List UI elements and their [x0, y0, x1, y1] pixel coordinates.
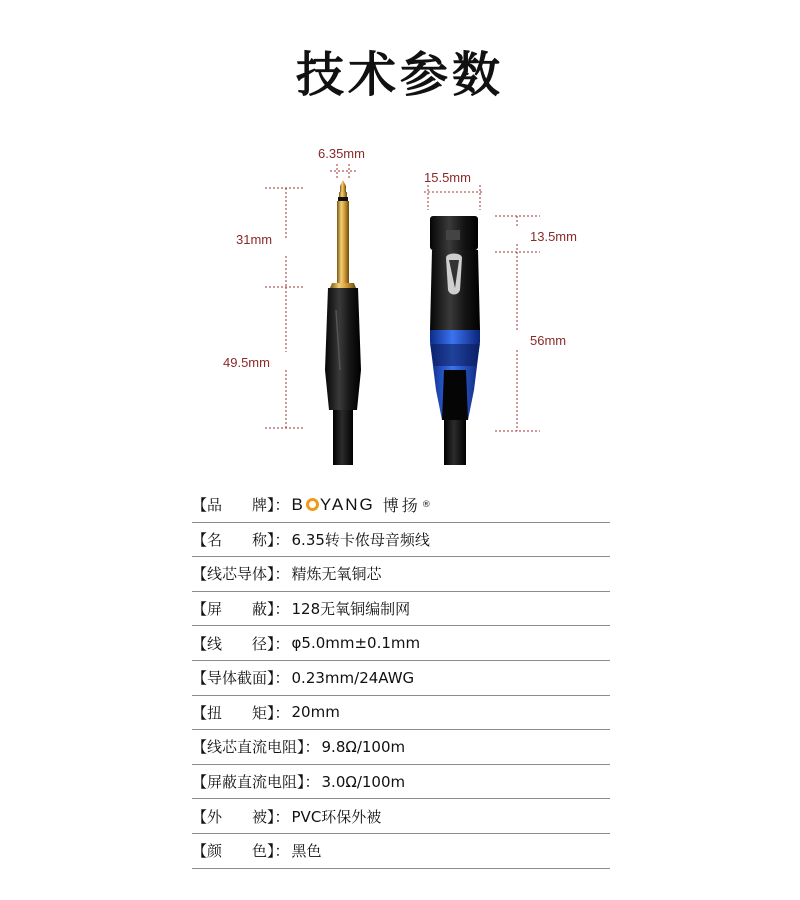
spec-value: φ5.0mm±0.1mm — [291, 634, 421, 653]
xlr-connector-image — [430, 216, 480, 465]
spec-row-core-resistance — [192, 730, 610, 765]
spec-row-shield — [192, 592, 610, 627]
brand-logo: B YANG 博扬 ® — [291, 494, 431, 516]
spec-label: 【导体截面】： — [192, 669, 290, 688]
spec-row-cross-section — [192, 661, 610, 696]
dimension-lines — [265, 164, 540, 431]
spec-row-conductor — [192, 557, 610, 592]
product-dimension-diagram — [0, 130, 800, 470]
spec-label: 【屏 蔽】： — [192, 600, 290, 619]
spec-label: 【外 被】： — [192, 807, 290, 826]
jack-tip-length-label: 31mm — [236, 232, 273, 247]
spec-label: 【名 称】： — [192, 530, 290, 549]
spec-value: 9.8Ω/100m — [321, 737, 406, 756]
page-title: 技术参数 — [295, 47, 504, 103]
spec-row-twist — [192, 696, 610, 731]
spec-value: 黑色 — [291, 842, 322, 861]
spec-label: 【线芯导体】： — [192, 565, 290, 584]
spec-row-jacket — [192, 799, 610, 834]
spec-label: 【线 径】： — [192, 634, 290, 653]
spec-label: 【颜 色】： — [192, 842, 290, 861]
jack-tip-width-label: 6.35mm — [318, 146, 365, 161]
spec-value: 精炼无氧铜芯 — [291, 565, 382, 584]
spec-value: PVC环保外被 — [291, 807, 382, 826]
spec-label: 【线芯直流电阻】： — [192, 738, 320, 757]
jack-body-length-label: 49.5mm — [223, 355, 270, 370]
spec-table — [192, 488, 610, 869]
spec-label: 【扭 矩】： — [192, 703, 290, 722]
xlr-body-length-label: 56mm — [530, 333, 567, 348]
brand-logo-o-mark — [306, 498, 319, 511]
spec-label: 【屏蔽直流电阻】： — [192, 773, 320, 792]
spec-label: 【品 牌】： — [192, 496, 290, 515]
spec-row-shield-resistance — [192, 765, 610, 800]
spec-value: 128无氧铜编制网 — [291, 600, 411, 619]
xlr-width-label: 15.5mm — [424, 170, 471, 185]
spec-row-color — [192, 834, 610, 869]
spec-row-diameter — [192, 626, 610, 661]
spec-value: 6.35转卡侬母音频线 — [291, 530, 430, 549]
xlr-head-length-label: 13.5mm — [530, 229, 577, 244]
registered-mark: ® — [421, 499, 431, 510]
spec-row-brand — [192, 488, 610, 523]
spec-value: 20mm — [291, 703, 340, 722]
spec-row-name — [192, 523, 610, 558]
jack-plug-image — [325, 180, 361, 465]
spec-value: 0.23mm/24AWG — [291, 668, 415, 687]
spec-value: 3.0Ω/100m — [321, 772, 406, 791]
